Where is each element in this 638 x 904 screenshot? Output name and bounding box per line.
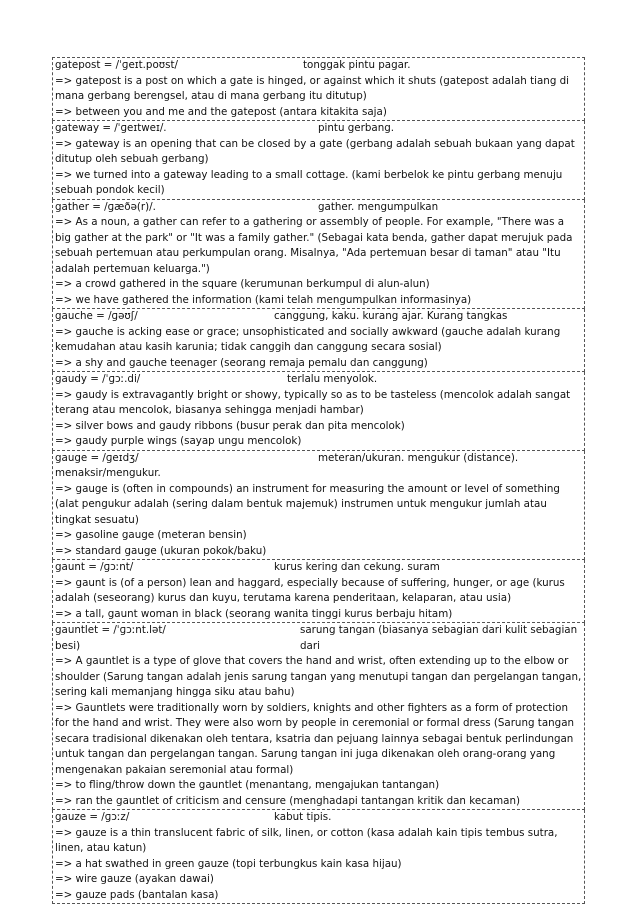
headword: gateway = /ˈɡeɪtweɪ/. <box>55 122 167 134</box>
headword: gauge = /ɡeɪdʒ/ <box>55 451 139 464</box>
entry-headline <box>55 58 582 74</box>
example-line: => gauze pads (bantalan kasa) <box>55 888 219 901</box>
example-line: => gatepost is a post on which a gate is hinged, or against which it shuts (gatepost adalah tiang di mana gerbang berengsel, atau di mana gerbang itu ditutup) <box>55 74 570 102</box>
entry-gather <box>52 200 585 310</box>
example-line: => Gauntlets were traditionally worn by soldiers, knights and other fighters as a form of protection for the hand and wrist. They were also worn by people in ceremonial or formal dress (Sarung tangan secara tradisional dikenakan oleh tentara, ksatria dan pejuang lainnya sebagai bentuk perlindungan untuk tangan dan pergelangan tangan. Sarung tangan ini juga dikenakan oleh orang-orang yang mengenakan pakaian seremonial atau formal) <box>55 701 575 776</box>
translation: meteran/ukuran. mengukur (distance). <box>318 451 519 464</box>
translation: gather. mengumpulkan <box>318 200 439 213</box>
entry-headline <box>55 451 582 467</box>
entry-headline <box>55 372 582 388</box>
example-line: => silver bows and gaudy ribbons (busur perak dan pita mencolok) <box>55 419 405 432</box>
example-line: => gasoline gauge (meteran bensin) <box>55 529 247 541</box>
example-line: => gaunt is (of a person) lean and haggard, especially because of suffering, hunger, or age (kurus adalah (seseorang) kurus dan kuyu, terutama karena penderitaan, kelaparan, atau usia) <box>55 576 565 604</box>
example-line: => we turned into a gateway leading to a small cottage. (kami berbelok ke pintu gerbang menuju sebuah pondok kecil) <box>55 168 563 196</box>
headword: gatepost = /ˈɡeɪt.poʊst/ <box>55 59 179 71</box>
dictionary-page <box>52 57 585 904</box>
example-line: => gauze is a thin translucent fabric of silk, linen, or cotton (kasa adalah kain tipis tembus sutra, linen, atau katun) <box>55 826 558 854</box>
headword: gaunt = /ɡɔːnt/ <box>55 561 134 573</box>
entry-gaunt <box>52 560 585 623</box>
entry-gaudy <box>52 372 585 451</box>
example-line: => wire gauze (ayakan dawai) <box>55 873 214 885</box>
entry-headline <box>55 560 582 576</box>
entry-headline <box>55 121 582 137</box>
headword: gauntlet = /ˈɡɔːnt.lət/ <box>55 624 166 636</box>
example-line: => a hat swathed in green gauze (topi terbungkus kain kasa hijau) <box>55 857 402 870</box>
example-line: => gateway is an opening that can be closed by a gate (gerbang adalah sebuah bukaan yang dapat ditutup oleh sebuah gerbang) <box>55 137 575 165</box>
entry-gateway <box>52 121 585 200</box>
example-line: => a shy and gauche teenager (seorang remaja pemalu dan canggung) <box>55 356 428 369</box>
entry-gauze <box>52 810 585 904</box>
translation: canggung, kaku. kurang ajar. Kurang tangkas <box>274 310 508 322</box>
translation-continued: besi) <box>55 639 81 652</box>
translation: terlalu menyolok. <box>287 373 378 385</box>
translation: kabut tipis. <box>274 811 332 823</box>
entry-headline <box>55 810 582 826</box>
entry-gauche <box>52 309 585 372</box>
translation: kurus kering dan cekung. suram <box>274 561 440 573</box>
translation-continued: menaksir/mengukur. <box>55 467 161 479</box>
example-line: => A gauntlet is a type of glove that covers the hand and wrist, often extending up to the elbow or shoulder (Sarung tangan adalah jenis sarung tangan yang menutupi tangan dan pergelangan tangan, sering kali memanjang hingga siku atau bahu) <box>55 655 582 698</box>
example-line: => gauge is (often in compounds) an instrument for measuring the amount or level of something (alat pengukur adalah (sering dalam bentuk majemuk) instrumen untuk mengukur jumlah atau tingkat sesuatu) <box>55 482 560 526</box>
translation: pintu gerbang. <box>318 122 395 134</box>
entry-headline <box>55 309 582 325</box>
entry-gauge <box>52 451 585 561</box>
example-line: => gaudy purple wings (sayap ungu mencolok) <box>55 435 302 447</box>
example-line: => a tall, gaunt woman in black (seorang wanita tinggi kurus berbaju hitam) <box>55 607 453 620</box>
translation: tonggak pintu pagar. <box>303 59 411 71</box>
example-line: => a crowd gathered in the square (kerumunan berkumpul di alun-alun) <box>55 278 430 290</box>
headword: gauche = /ɡəʊʃ/ <box>55 310 138 322</box>
entry-gatepost <box>52 57 585 121</box>
headword: gather = /ɡæðə(r)/. <box>55 200 156 213</box>
entry-headline <box>55 200 582 216</box>
example-line: => between you and me and the gatepost (antara kitakita saja) <box>55 105 387 118</box>
example-line: => to fling/throw down the gauntlet (menantang, mengajukan tantangan) <box>55 779 440 791</box>
example-line: => standard gauge (ukuran pokok/baku) <box>55 544 267 557</box>
example-line: => gauche is acking ease or grace; unsophisticated and socially awkward (gauche adalah kurang kemudahan atau kasih karunia; tidak canggih dan canggung secara sosial) <box>55 325 561 353</box>
entry-gauntlet <box>52 623 585 810</box>
example-line: => ran the gauntlet of criticism and censure (menghadapi tantangan kritik dan kecaman) <box>55 794 521 807</box>
example-line: => gaudy is extravagantly bright or showy, typically so as to be tasteless (mencolok adalah sangat terang atau mencolok, biasanya sehingga menjadi hambar) <box>55 388 571 416</box>
headword: gauze = /ɡɔːz/ <box>55 811 130 823</box>
translation: sarung tangan (biasanya sebagian dari kulit sebagian dari <box>300 624 578 652</box>
example-line: => we have gathered the information (kami telah mengumpulkan informasinya) <box>55 293 472 306</box>
example-line: => As a noun, a gather can refer to a gathering or assembly of people. For example, "There was a big gather at the park" or "It was a family gather." (Sebagai kata benda, gather dapat merujuk pada sebuah pertemuan atau perkumpulan orang. Misalnya, "Ada pertemuan besar di taman" atau "Itu adalah pertemuan keluarga.") <box>55 216 573 275</box>
headword: gaudy = /ˈɡɔː.di/ <box>55 373 141 385</box>
